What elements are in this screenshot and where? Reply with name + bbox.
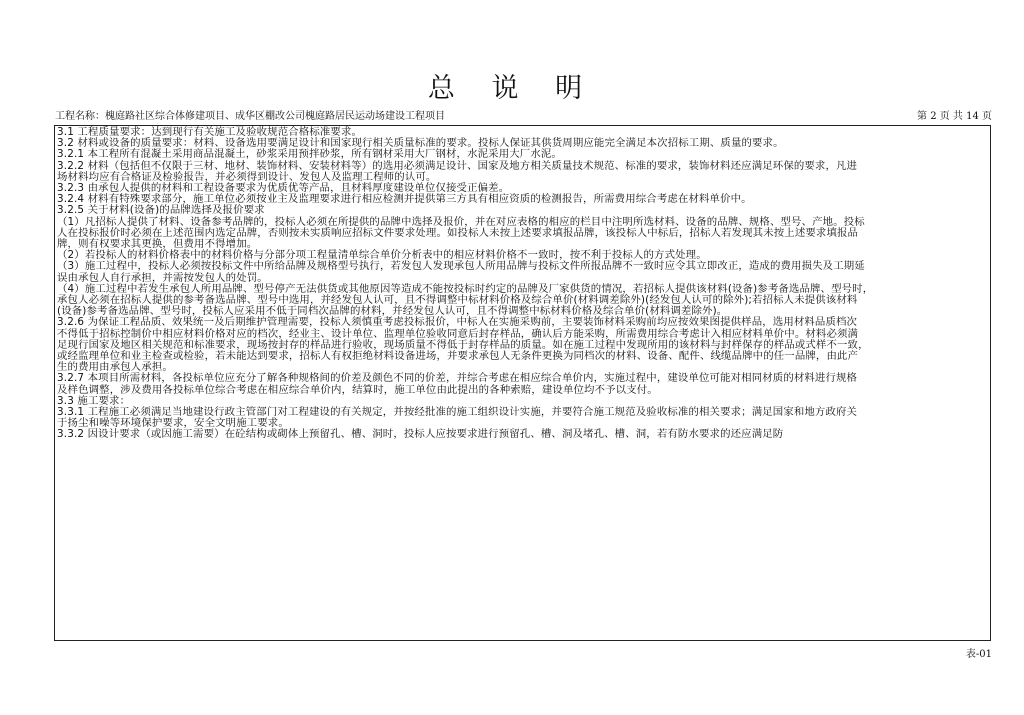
body-line: 3.2.2 材料（包括但不仅限于三材、地材、装饰材料、安装材料等）的选用必须满足设计、国家及地方相关质量技术规范、标准的要求，装饰材料还应满足环保的要求，凡进 — [57, 159, 858, 172]
body-line: 足现行国家及地区相关规范和标准要求，现场按封存的样品进行验收，现场质量不得低于封存样品的质量。如在施工过程中发现所用的该材料与封样保存的样品或式样不一致， — [57, 338, 869, 351]
page-title: 总 说 明 — [427, 73, 597, 104]
body-line: 误由承包人自行承担，并需按发包人的处罚。 — [57, 271, 268, 284]
body-line: 3.2.3 由承包人提供的材料和工程设备要求为优质优等产品，且材料厚度建设单位仅接受正偏差。 — [57, 182, 510, 195]
page-number: 第 2 页 共 14 页 — [917, 111, 992, 122]
body-line: 场材料均应有合格证及检验报告，并必须得到设计、发包人及监理工程师的认可。 — [57, 170, 437, 183]
body-line: 3.2.6 为保证工程品质、效果统一及后期维护管理需要，投标人须慎重考虑投标报价，中标人在实施采购前，主要装饰材料采购前均应按效果图提供样品，选用材料品质档次 — [57, 316, 858, 329]
body-line: 牌，则有权要求其更换，但费用不得增加。 — [57, 238, 258, 251]
body-line: 3.2.1 本工程所有混凝土采用商品混凝土，砂浆采用预拌砂浆，所有钢材采用大厂钢材，水泥采用大厂水泥。 — [57, 148, 562, 161]
body-line: （2）若投标人的材料价格表中的材料价格与分部分项工程量清单综合单价分析表中的相应材料价格不一致时，按不利于投标人的方式处理。 — [57, 249, 707, 262]
body-line: 人在投标报价时必须在上述范围内选定品牌，否则按未实质响应招标文件要求处理。如投标人未按上述要求填报品牌，该投标人中标后，招标人若发现其未按上述要求填报品 — [57, 226, 859, 239]
body-line: 3.3.1 工程施工必须满足当地建设行政主管部门对工程建设的有关规定，并按经批准的施工组织设计实施，并要符合施工规范及验收标准的相关要求；满足国家和地方政府关 — [57, 406, 858, 419]
body-line: 或经监理单位和业主检查或检验，若未能达到要求，招标人有权拒绝材料设备进场，并要求承包人无条件更换为同档次的材料、设备、配件、线缆品牌中的任一品牌，由此产 — [57, 350, 859, 363]
body-line: 3.2.4 材料有特殊要求部分，施工单位必须按业主及监理要求进行相应检测并提供第三方具有相应资质的检测报告，所需费用综合考虑在材料单价中。 — [57, 193, 752, 206]
project-name: 工程名称：槐庭路社区综合体修建项目、成华区棚改公司槐庭路居民运动场建设工程项目 — [55, 111, 445, 122]
body-line: 3.2.5 关于材料(设备)的品牌选择及报价要求 — [57, 204, 265, 217]
body-line: （4）施工过程中若发生承包人所用品牌、型号停产无法供货或其他原因等造成不能按投标时约定的品牌及厂家供货的情况，若招标人提供该材料(设备)参考备选品牌、型号时， — [57, 282, 874, 295]
body-line: 3.2 材料或设备的质量要求：材料、设备选用要满足设计和国家现行相关质量标准的要求。投标人保证其供货周期应能完全满足本次招标工期、质量的要求。 — [57, 137, 784, 150]
body-line: 生的费用由承包人承担。 — [57, 361, 173, 374]
body-line: 3.3.2 因设计要求（或因施工需要）在砼结构或砌体上预留孔、槽、洞时，投标人应按要求进行预留孔、槽、洞及堵孔、槽、洞，若有防水要求的还应满足防 — [57, 428, 784, 441]
form-code: 表-01 — [965, 649, 992, 660]
body-line: 于扬尘和噪等环境保护要求，安全文明施工要求。 — [57, 417, 289, 430]
body-line: (设备)参考备选品牌、型号时，投标人应采用不低于同档次品牌的材料，并经发包人认可，且不得调整中标材料价格及综合单价(材料调差除外)。 — [57, 305, 728, 318]
description-body — [57, 127, 991, 441]
body-line: 3.2.7 本项目所需材料，各投标单位应充分了解各种规格间的价差及颜色不同的价差，并综合考虑在相应综合单价内，实施过程中，建设单位可能对相同材质的材料进行规格 — [57, 372, 858, 385]
body-line: 及样色调整，涉及费用各投标单位综合考虑在相应综合单价内，结算时，施工单位由此提出的各种索赔，建设单位均不予以支付。 — [57, 383, 658, 396]
body-line: （3）施工过程中，投标人必须按投标文件中所给品牌及规格型号执行，若发包人发现承包人所用品牌与投标文件所报品牌不一致时应令其立即改正，造成的费用损失及工期延 — [57, 260, 865, 273]
body-line: 不得低于招标控制价中相应材料价格对应的档次，经业主、设计单位、监理单位验收同意后封存样品，确认后方能采购，所需费用综合考虑计入相应材料单价中。材料必须满 — [57, 327, 859, 340]
body-line: 承包人必须在招标人提供的参考备选品牌、型号中选用，并经发包人认可，且不得调整中标材料价格及综合单价(材料调差除外)(经发包人认可的除外);若招标人未提供该材料 — [57, 294, 858, 307]
body-line: 3.3 施工要求： — [57, 394, 131, 407]
body-line: 3.1 工程质量要求：达到现行有关施工及验收规范合格标准要求。 — [57, 126, 363, 138]
body-line: （1）凡招标人提供了材料、设备参考品牌的，投标人必须在所提供的品牌中选择及报价，并在对应表格的相应的栏目中注明所选材料、设备的品牌、规格、型号、产地。投标 — [57, 215, 865, 228]
